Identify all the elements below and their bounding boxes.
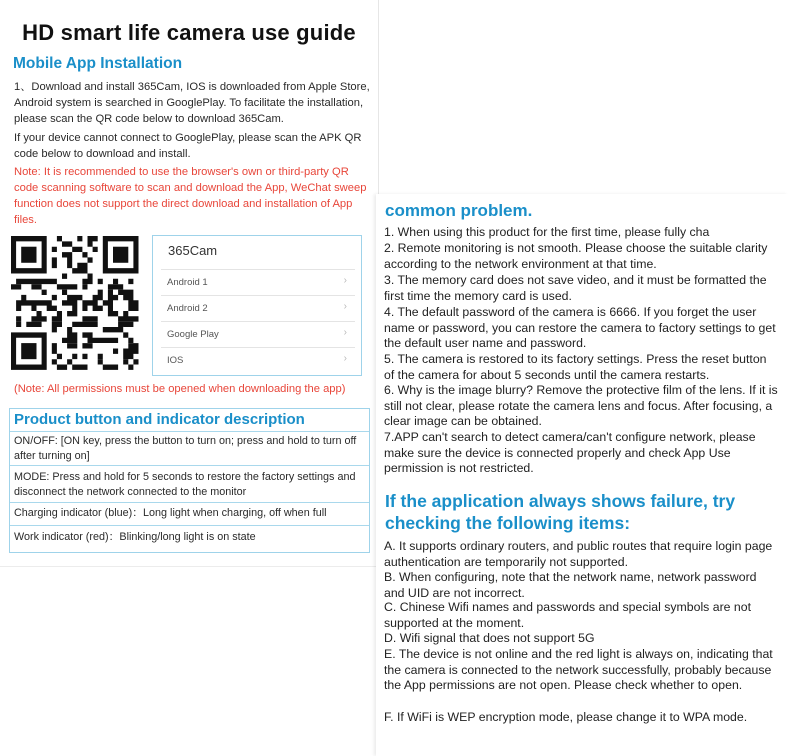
chevron-right-icon: › (343, 301, 347, 312)
option-google-play[interactable] (161, 321, 355, 346)
common-item-5: 5. The camera is restored to its factory settings. Press the reset button of the camera for about 5 seconds until the camera restarts. (384, 352, 767, 382)
option-label: Google Play (167, 329, 219, 340)
common-problem-heading: common problem. (385, 201, 533, 220)
work-row (10, 526, 369, 550)
app-name: 365Cam (168, 243, 218, 258)
common-item-2: 2. Remote monitoring is not smooth. Please choose the suitable clarity according to the network environment at that time. (384, 241, 768, 271)
qr-code-icon (11, 236, 139, 370)
left-page (0, 0, 379, 567)
option-ios[interactable] (161, 347, 355, 372)
product-heading: Product button and indicator description (14, 411, 305, 428)
app-download-panel (152, 235, 362, 376)
failure-heading-line-1: If the application always shows failure, try (385, 491, 736, 511)
failure-item-c: C. Chinese Wifi names and passwords and special symbols are not supported at the moment. (384, 600, 752, 630)
charging-row (10, 503, 369, 526)
chevron-right-icon: › (343, 327, 347, 338)
qr-code-graphic (11, 236, 139, 370)
failure-item-a: A. It supports ordinary routers, and public routes that require login page authentication are temporarily not supported. (384, 539, 773, 569)
product-description-table (9, 408, 370, 553)
common-item-3: 3. The memory card does not save video, and it must be formatted the first time the memory card is used. (384, 273, 767, 303)
mode-description: MODE: Press and hold for 5 seconds to restore the factory settings and disconnect the network connected to the monitor (14, 471, 356, 498)
option-android-1[interactable] (161, 269, 355, 294)
option-label: Android 2 (167, 303, 208, 314)
failure-heading-line-2: checking the following items: (385, 513, 631, 533)
right-page (376, 194, 788, 756)
chevron-right-icon: › (343, 353, 347, 364)
failure-item-d: D. Wifi signal that does not support 5G (384, 631, 595, 645)
common-item-1: 1. When using this product for the first time, please fully cha (384, 225, 710, 239)
failure-item-e: E. The device is not online and the red light is always on, indicating that the camera is connected to the network successfully, probably because the App permissions are not open. Please check whether to open. (384, 647, 773, 693)
qr-finder-square (113, 247, 128, 263)
document-title: HD smart life camera use guide (22, 20, 356, 45)
permissions-note: (Note: All permissions must be opened when downloading the app) (14, 383, 346, 395)
charging-description: Charging indicator (blue)：Long light when charging, off when full (14, 507, 327, 519)
common-item-7: 7.APP can't search to detect camera/can't configure network, please make sure the device is connected properly and check App Use permission is not restricted. (384, 430, 756, 476)
failure-heading (385, 490, 735, 534)
failure-item-b: B. When configuring, note that the network name, network password and UID are not incorrect. (384, 570, 757, 600)
product-heading-row (10, 409, 369, 432)
chevron-right-icon: › (343, 275, 347, 286)
onoff-row (10, 432, 369, 466)
install-instructions: 1、Download and install 365Cam, IOS is downloaded from Apple Store, Android system is searched in GooglePlay. To facilitate the installation, please scan the QR code below to download 365Cam. (14, 81, 370, 125)
option-label: IOS (167, 355, 184, 366)
scan-note: Note: It is recommended to use the browser's own or third-party QR code scanning software to scan and download the App, WeChat sweep function does not support the direct download and installation of App files. (14, 166, 367, 226)
option-android-2[interactable] (161, 295, 355, 320)
mode-row (10, 466, 369, 503)
qr-finder-square (21, 343, 36, 359)
mobile-app-heading: Mobile App Installation (13, 55, 183, 72)
option-label: Android 1 (167, 277, 208, 288)
apk-instructions: If your device cannot connect to GooglePlay, please scan the APK QR code below to download and install. (14, 132, 362, 160)
work-description: Work indicator (red)：Blinking/long light is on state (14, 531, 256, 543)
failure-item-f: F. If WiFi is WEP encryption mode, please change it to WPA mode. (384, 710, 748, 724)
common-item-6: 6. Why is the image blurry? Remove the protective film of the lens. If it is still not clear, please rotate the camera lens and focus. After focusing, a clear image can be obtained. (384, 383, 778, 429)
qr-finder-square (21, 247, 36, 263)
onoff-description: ON/OFF: [ON key, press the button to turn on; press and hold to turn off after turning on] (14, 435, 357, 462)
common-item-4: 4. The default password of the camera is 6666. If you forget the user name or password, you can restore the camera to factory settings to get the default user name and password. (384, 305, 776, 351)
